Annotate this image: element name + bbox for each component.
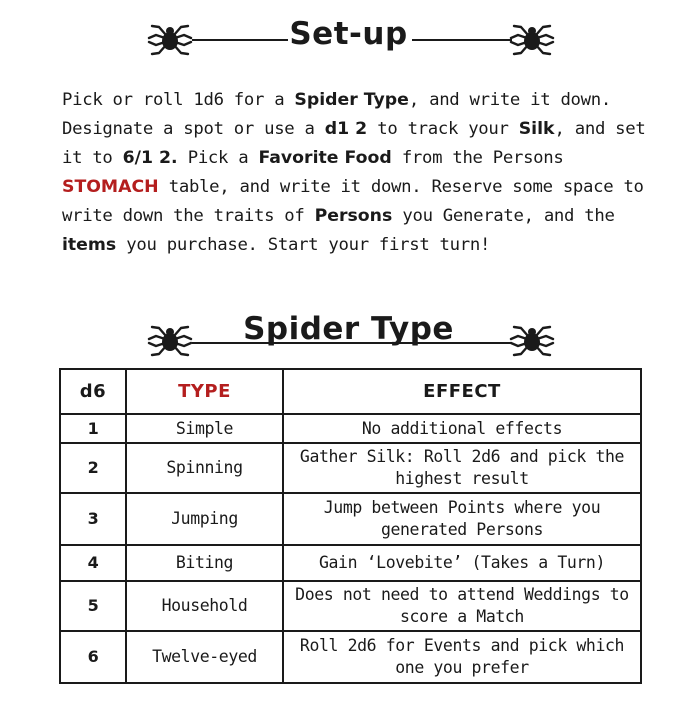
- spider-type-name: Simple: [126, 414, 283, 443]
- spider-type-name: Biting: [126, 545, 283, 581]
- spider-type-effect: Roll 2d6 for Events and pick which one you prefer: [283, 631, 641, 683]
- emphasized-term: Silk: [518, 119, 555, 139]
- table-row: [60, 414, 641, 443]
- emphasized-term: d1 2: [324, 119, 368, 139]
- instruction-text: from the Persons: [391, 148, 564, 168]
- die-value: 3: [60, 493, 126, 545]
- die-value: 6: [60, 631, 126, 683]
- die-value: 5: [60, 581, 126, 631]
- emphasized-term: items: [62, 235, 117, 255]
- emphasized-term: Persons: [314, 206, 393, 226]
- emphasized-term: Favorite Food: [258, 148, 392, 168]
- instruction-text: , and write it down. Designate a spot or use a: [62, 90, 611, 139]
- column-header-die: d6: [60, 369, 126, 414]
- emphasized-term: 6/1 2.: [122, 148, 178, 168]
- instruction-text: you purchase. Start your first turn!: [116, 235, 491, 255]
- instruction-text: table, and write it down. Reserve some space to write down the traits of: [62, 177, 644, 226]
- spider-type-heading: Spider Type: [243, 311, 454, 347]
- spider-icon: [508, 322, 556, 360]
- spider-type-table: [59, 368, 642, 684]
- setup-instructions: [62, 86, 652, 260]
- table-row: [60, 493, 641, 545]
- spider-type-name: Spinning: [126, 443, 283, 493]
- instruction-text: Pick or roll 1d6 for a: [62, 90, 295, 110]
- emphasized-term: Spider Type: [294, 90, 409, 110]
- table-row: [60, 631, 641, 683]
- table-row: [60, 581, 641, 631]
- spider-type-effect: Gain ‘Lovebite’ (Takes a Turn): [283, 545, 641, 581]
- column-header-effect: EFFECT: [283, 369, 641, 414]
- spider-type-effect: Gather Silk: Roll 2d6 and pick the highest result: [283, 443, 641, 493]
- emphasized-term: STOMACH: [62, 177, 159, 197]
- die-value: 2: [60, 443, 126, 493]
- instruction-text: Pick a: [177, 148, 259, 168]
- instruction-text: to track your: [367, 119, 519, 139]
- column-header-type: TYPE: [126, 369, 283, 414]
- table-row: [60, 443, 641, 493]
- spider-type-name: Jumping: [126, 493, 283, 545]
- table-header-row: [60, 369, 641, 414]
- spider-type-heading-row: [0, 310, 697, 360]
- spider-type-effect: Jump between Points where you generated Persons: [283, 493, 641, 545]
- spider-type-effect: No additional effects: [283, 414, 641, 443]
- table-row: [60, 545, 641, 581]
- spider-type-name: Twelve-eyed: [126, 631, 283, 683]
- die-value: 4: [60, 545, 126, 581]
- die-value: 1: [60, 414, 126, 443]
- spider-type-name: Household: [126, 581, 283, 631]
- spider-icon: [508, 21, 556, 59]
- setup-heading-row: [0, 12, 697, 62]
- spider-type-effect: Does not need to attend Weddings to score a Match: [283, 581, 641, 631]
- instruction-text: you Generate, and the: [392, 206, 615, 226]
- instruction-text: , and set it to: [62, 119, 646, 168]
- setup-heading: Set-up: [289, 16, 408, 52]
- setup-heading-line-right: [412, 39, 512, 41]
